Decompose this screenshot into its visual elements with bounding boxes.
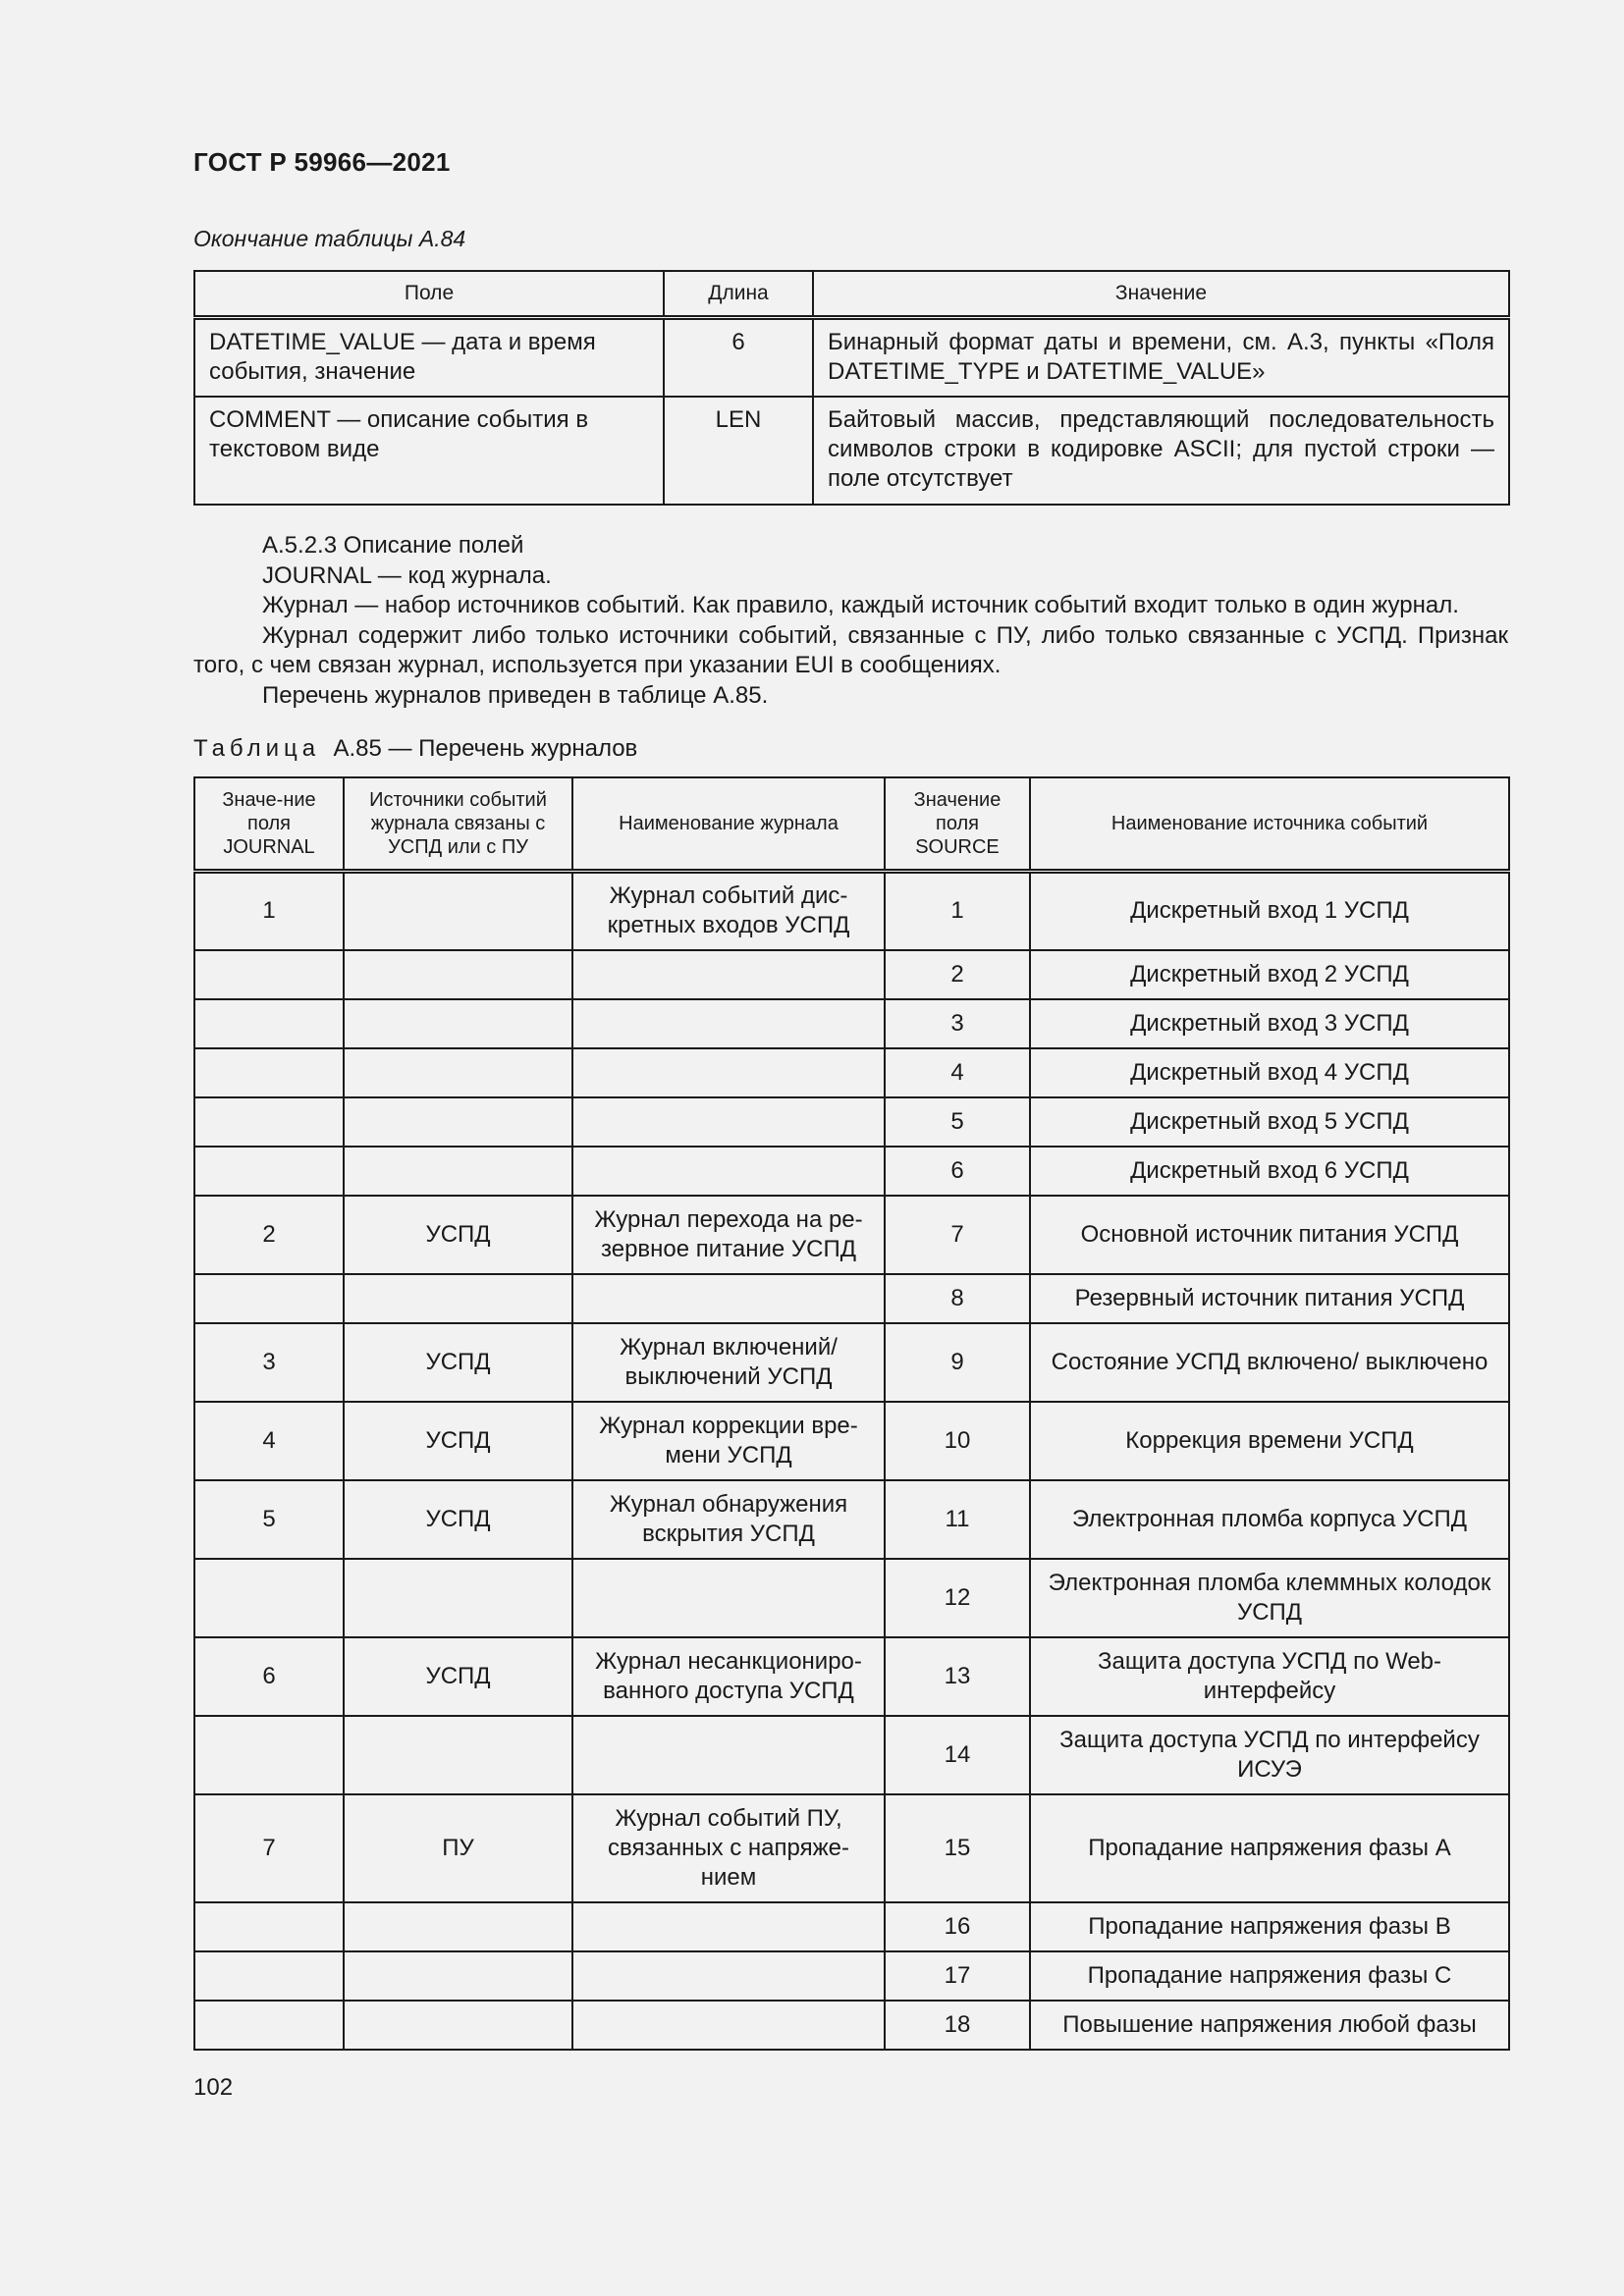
table-row (194, 1951, 1509, 2001)
cell-journal: 4 (194, 1402, 344, 1480)
cell-source: 8 (885, 1274, 1030, 1323)
cell-journal-name (572, 1097, 885, 1147)
cell-source: 11 (885, 1480, 1030, 1559)
cell-journal (194, 1902, 344, 1951)
cell-source-name: Электронная пломба корпуса УСПД (1030, 1480, 1509, 1559)
cell-linked (344, 999, 572, 1048)
cell-linked (344, 2001, 572, 2050)
cell-journal (194, 1559, 344, 1637)
cell-journal-name: Журнал коррекции вре-мени УСПД (572, 1402, 885, 1480)
cell-source-name: Дискретный вход 5 УСПД (1030, 1097, 1509, 1147)
table-header-row (194, 777, 1509, 872)
page-number: 102 (193, 2074, 234, 2101)
column-header-length: Длина (664, 271, 813, 318)
cell-linked: УСПД (344, 1196, 572, 1274)
table-row (194, 999, 1509, 1048)
cell-linked (344, 1274, 572, 1323)
cell-source-name: Дискретный вход 2 УСПД (1030, 950, 1509, 999)
cell-journal: 7 (194, 1794, 344, 1902)
cell-field: COMMENT — описание события в текстовом виде (194, 397, 664, 505)
table-a85 (193, 776, 1510, 2051)
cell-linked (344, 1097, 572, 1147)
cell-source-name: Пропадание напряжения фазы В (1030, 1902, 1509, 1951)
cell-journal (194, 1048, 344, 1097)
cell-journal-name (572, 950, 885, 999)
cell-source: 1 (885, 872, 1030, 950)
section-text (193, 531, 1508, 711)
table-row (194, 1196, 1509, 1274)
cell-journal (194, 950, 344, 999)
section-heading: А.5.2.3 Описание полей (262, 532, 524, 559)
table-row (194, 1274, 1509, 1323)
table-row (194, 1097, 1509, 1147)
cell-source-name: Защита доступа УСПД по Web-интерфейсу (1030, 1637, 1509, 1716)
cell-source: 14 (885, 1716, 1030, 1794)
cell-linked (344, 1048, 572, 1097)
cell-journal-name: Журнал событий ПУ, связанных с напряже-нием (572, 1794, 885, 1902)
cell-linked: УСПД (344, 1480, 572, 1559)
cell-linked (344, 1951, 572, 2001)
cell-source-name: Повышение напряжения любой фазы (1030, 2001, 1509, 2050)
cell-journal: 5 (194, 1480, 344, 1559)
cell-journal (194, 1716, 344, 1794)
cell-journal-name (572, 1274, 885, 1323)
cell-source: 17 (885, 1951, 1030, 2001)
column-header-source-name: Наименование источника событий (1030, 777, 1509, 872)
cell-journal-name: Журнал событий дис-кретных входов УСПД (572, 872, 885, 950)
column-header-value: Значение (813, 271, 1509, 318)
cell-linked: УСПД (344, 1402, 572, 1480)
cell-journal-name (572, 1902, 885, 1951)
cell-length: 6 (664, 318, 813, 397)
cell-journal: 6 (194, 1637, 344, 1716)
cell-journal-name (572, 999, 885, 1048)
cell-source: 7 (885, 1196, 1030, 1274)
table-caption-word: Таблица (193, 735, 321, 762)
cell-source: 18 (885, 2001, 1030, 2050)
cell-source: 16 (885, 1902, 1030, 1951)
cell-linked (344, 950, 572, 999)
cell-journal-name (572, 1559, 885, 1637)
cell-source: 15 (885, 1794, 1030, 1902)
column-header-journal-name: Наименование журнала (572, 777, 885, 872)
cell-source: 4 (885, 1048, 1030, 1097)
cell-source-name: Дискретный вход 3 УСПД (1030, 999, 1509, 1048)
table-row (194, 2001, 1509, 2050)
cell-journal-name (572, 1951, 885, 2001)
table-row (194, 1323, 1509, 1402)
cell-source-name: Электронная пломба клеммных колодок УСПД (1030, 1559, 1509, 1637)
table-row (194, 1794, 1509, 1902)
cell-source: 12 (885, 1559, 1030, 1637)
cell-journal (194, 1147, 344, 1196)
table-header-row (194, 271, 1509, 318)
cell-source-name: Дискретный вход 6 УСПД (1030, 1147, 1509, 1196)
paragraph: Журнал содержит либо только источники событий, связанные с ПУ, либо только связанные с УСПД. Признак того, с чем связан журнал, используется при указании EUI в сообщениях. (193, 621, 1508, 678)
table-caption (193, 735, 637, 763)
column-header-field: Поле (194, 271, 664, 318)
cell-source-name: Пропадание напряжения фазы А (1030, 1794, 1509, 1902)
cell-linked (344, 1559, 572, 1637)
table-caption-title: А.85 — Перечень журналов (333, 735, 638, 762)
table-continuation-label: Окончание таблицы А.84 (193, 226, 466, 251)
table-row (194, 1716, 1509, 1794)
cell-length: LEN (664, 397, 813, 505)
table-row (194, 1480, 1509, 1559)
cell-source-name: Основной источник питания УСПД (1030, 1196, 1509, 1274)
table-a84 (193, 270, 1510, 506)
cell-source: 9 (885, 1323, 1030, 1402)
cell-source-name: Состояние УСПД включено/ выключено (1030, 1323, 1509, 1402)
table-row (194, 1402, 1509, 1480)
column-header-linked: Источники событий журнала связаны с УСПД или с ПУ (344, 777, 572, 872)
table-row (194, 950, 1509, 999)
table-row (194, 1902, 1509, 1951)
cell-journal-name: Журнал включений/ выключений УСПД (572, 1323, 885, 1402)
cell-linked (344, 1716, 572, 1794)
column-header-journal: Значе-ние поля JOURNAL (194, 777, 344, 872)
cell-journal (194, 1097, 344, 1147)
cell-journal (194, 2001, 344, 2050)
cell-source-name: Дискретный вход 1 УСПД (1030, 872, 1509, 950)
cell-value: Байтовый массив, представляющий последовательность символов строки в кодировке ASCII; для пустой строки — поле отсутствует (813, 397, 1509, 505)
cell-journal: 2 (194, 1196, 344, 1274)
cell-journal-name: Журнал несанкциониро-ванного доступа УСПД (572, 1637, 885, 1716)
cell-journal (194, 1274, 344, 1323)
cell-source: 6 (885, 1147, 1030, 1196)
cell-source-name: Коррекция времени УСПД (1030, 1402, 1509, 1480)
table-row (194, 318, 1509, 397)
cell-source: 2 (885, 950, 1030, 999)
cell-linked: ПУ (344, 1794, 572, 1902)
cell-linked (344, 1147, 572, 1196)
table-row (194, 1147, 1509, 1196)
cell-source-name: Защита доступа УСПД по интерфейсу ИСУЭ (1030, 1716, 1509, 1794)
cell-journal (194, 1951, 344, 2001)
cell-source: 13 (885, 1637, 1030, 1716)
cell-linked (344, 872, 572, 950)
cell-source: 10 (885, 1402, 1030, 1480)
paragraph: Журнал — набор источников событий. Как правило, каждый источник событий входит только в один журнал. (262, 592, 1459, 618)
column-header-source: Значение поля SOURCE (885, 777, 1030, 872)
cell-linked: УСПД (344, 1637, 572, 1716)
cell-journal-name: Журнал перехода на ре-зервное питание УСПД (572, 1196, 885, 1274)
table-row (194, 1048, 1509, 1097)
table-row (194, 872, 1509, 950)
cell-source-name: Дискретный вход 4 УСПД (1030, 1048, 1509, 1097)
cell-journal (194, 999, 344, 1048)
cell-source-name: Резервный источник питания УСПД (1030, 1274, 1509, 1323)
table-row (194, 1559, 1509, 1637)
cell-source: 3 (885, 999, 1030, 1048)
cell-field: DATETIME_VALUE — дата и время события, значение (194, 318, 664, 397)
cell-journal-name (572, 1716, 885, 1794)
cell-value: Бинарный формат даты и времени, см. А.3, пункты «Поля DATETIME_TYPE и DATETIME_VALUE» (813, 318, 1509, 397)
cell-source: 5 (885, 1097, 1030, 1147)
cell-journal: 3 (194, 1323, 344, 1402)
cell-journal: 1 (194, 872, 344, 950)
table-row (194, 1637, 1509, 1716)
cell-journal-name (572, 1147, 885, 1196)
cell-linked (344, 1902, 572, 1951)
cell-source-name: Пропадание напряжения фазы С (1030, 1951, 1509, 2001)
cell-linked: УСПД (344, 1323, 572, 1402)
cell-journal-name (572, 1048, 885, 1097)
paragraph: Перечень журналов приведен в таблице А.85. (262, 681, 769, 709)
document-code: ГОСТ Р 59966—2021 (193, 147, 451, 177)
table-row (194, 397, 1509, 505)
cell-journal-name (572, 2001, 885, 2050)
paragraph: JOURNAL — код журнала. (262, 561, 552, 589)
cell-journal-name: Журнал обнаружения вскрытия УСПД (572, 1480, 885, 1559)
